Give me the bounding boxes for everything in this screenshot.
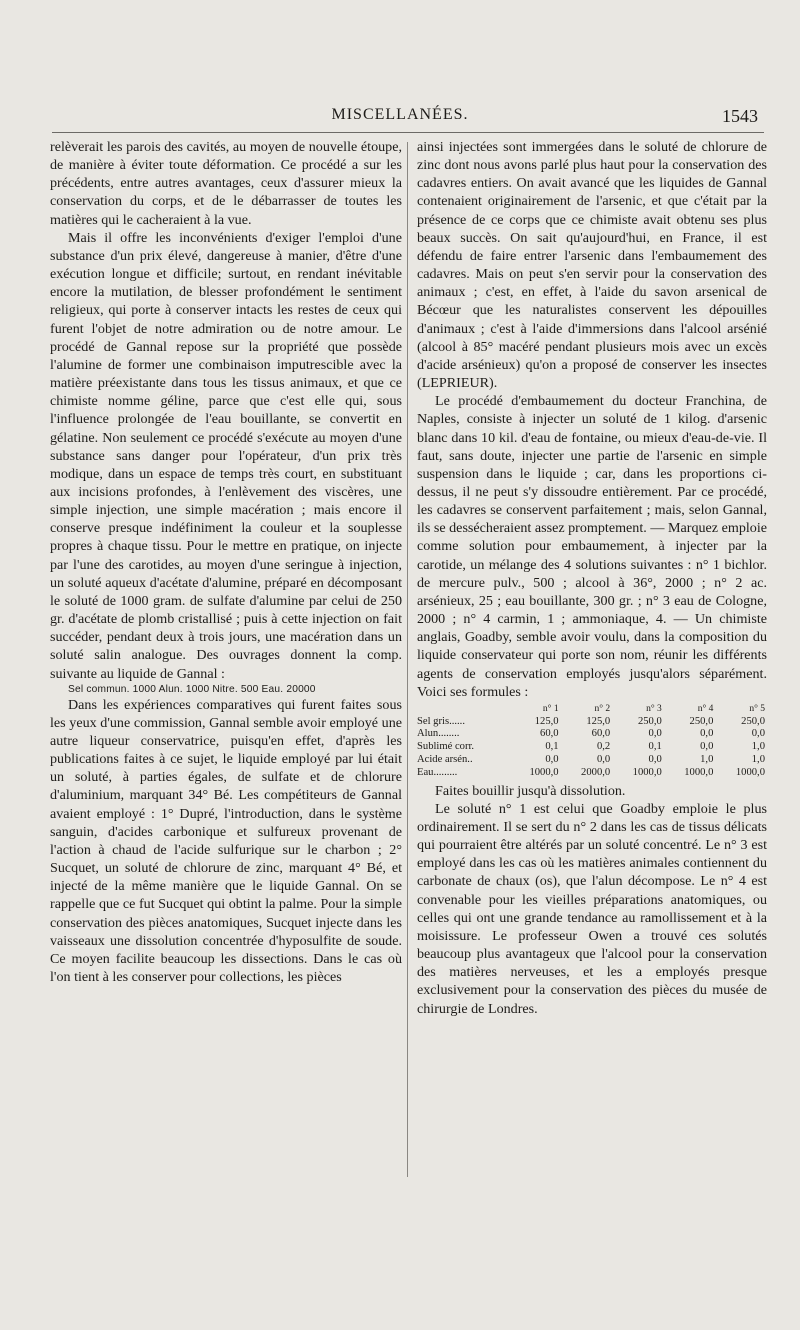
table-cell: 2000,0 — [581, 766, 611, 778]
table-cell: 0,0 — [596, 754, 611, 766]
table-cell: 250,0 — [689, 715, 714, 727]
table-cell: 1000,0 — [632, 766, 662, 778]
column-divider — [407, 142, 408, 1177]
section-title: MISCELLANÉES. — [331, 106, 469, 123]
paragraph: Mais il offre les inconvénients d'exiger l'emploi d'une substance d'un prix élevé, dangereuse à manier, d'être d'une exécution longue et difficile; surtout, en rendant inévitable encore la mutilation, de blesser profondément le sentiment religieux, qui porte à conserver intacts les restes de ceux qui furent l'objet de notre admiration ou de notre amour. Le procédé de Gannal repose sur la propriété que possède l'alumine de former une combinaison imputrescible avec la matière préexistante dans tous les tissus animaux, et que ce chimiste nomme géline, parce que c'est elle qui, sous l'influence prolongée de l'eau bouillante, se convertit en gélatine. Non seulement ce procédé s'exécute au moyen d'une substance sans danger pour l'opérateur, d'un prix très modique, dans un espace de temps très court, en substituant aux incisions profondes, à l'enlèvement des viscères, une simple injection, une simple macération ; mais encore il conserve presque indéfiniment la couleur et la souplesse propres à chaque tissu. Pour le mettre en pratique, on injecte par l'une des carotides, au moyen d'une seringue à injection, un soluté aqueux d'acétate d'alumine, préparé en décomposant le soluté de 1000 gram. de sulfate d'alumine par celui de 250 gr. d'acétate de plomb cristallisé ; puis à cette injection on fait succéder, pendant deux à trois jours, une macération dans un soluté salin analogue. Des ouvrages donnent la comp. suivante au liquide de Gannal : — [50, 229, 402, 682]
table-row — [417, 767, 767, 780]
paragraph: Le soluté n° 1 est celui que Goadby emploie le plus ordinairement. Il se sert du n° 2 dans les cas de tissus délicats qui pourraient être altérés par un soluté concentré. Le n° 3 est employé dans les cas où les matières animales contiennent du carbonate de chaux (os), que l'alun décompose. Le n° 4 est convenable pour les vieilles préparations anatomiques, ou celles qui ont une grande tendance au ramollissement et à la moisissure. Le professeur Owen a trouvé ces solutés beaucoup plus avantageux que l'alcool pour la conservation des matières nerveuses, et les a employés presque exclusivement pour la conservation des pièces du musée de chirurgie de Londres. — [417, 800, 767, 1017]
table-cell: 1,0 — [700, 754, 714, 766]
table-cell: 0,0 — [648, 754, 662, 766]
row-label: Acide arsén.. — [417, 754, 473, 766]
column-header: n° 2 — [594, 703, 611, 714]
table-cell: 0,1 — [648, 741, 662, 753]
table-cell: 0,0 — [545, 754, 559, 766]
table-cell: 0,1 — [545, 741, 559, 753]
table-cell: 1000,0 — [529, 766, 559, 778]
table-cell: 1000,0 — [684, 766, 714, 778]
row-label: Alun........ — [417, 728, 460, 740]
paragraph: Le procédé d'embaumement du docteur Franchina, de Naples, consiste à injecter un soluté de 1 kilog. d'arsenic blanc dans 10 kil. d'eau de fontaine, ou mieux d'eau-de-vie. Il faut, sans doute, injecter une partie de l'arsenic en simple suspension dans le liquide ; car, dans les proportions ci-dessus, il ne peut s'y dissoudre entièrement. Par ce procédé, les cadavres se conservent parfaitement ; mais, selon Gannal, ils se dessécheraient assez promptement. — Marquez emploie comme solution pour embaumement, à injecter par la carotide, un mélange des 4 solutions suivantes : n° 1 bichlor. de mercure pulv., 500 ; alcool à 36°, 2000 ; n° 2 ac. arsénieux, 25 ; eau bouillante, 300 gr. ; n° 3 eau de Cologne, 2000 ; n° 4 carmin, 1 ; ammoniaque, 4. — Un chimiste anglais, Goadby, semble avoir voulu, dans la composition du liquide conservateur qui porte son nom, réunir les différents agents de conservation employés jusqu'alors séparément. Voici ses formules : — [417, 393, 767, 700]
row-label: Sel gris...... — [417, 715, 465, 727]
goadby-formula-table — [417, 703, 767, 780]
running-head — [0, 102, 800, 128]
table-cell: 60,0 — [591, 728, 611, 740]
row-label: Eau......... — [417, 766, 458, 778]
page-number: 1543 — [722, 106, 758, 126]
table-cell: 0,2 — [596, 741, 611, 753]
table-cell: 0,0 — [700, 741, 714, 753]
left-column — [50, 138, 402, 986]
table-row — [417, 754, 767, 767]
table-corner — [417, 703, 509, 716]
table-cell: 125,0 — [586, 715, 611, 727]
right-column — [417, 138, 767, 1018]
table-cell: 125,0 — [534, 715, 559, 727]
table-cell: 0,0 — [700, 728, 714, 740]
table-cell: 1,0 — [751, 754, 765, 766]
paragraph: Dans les expériences comparatives qui furent faites sous les yeux d'une commission, Gannal semble avoir employé une autre liqueur conservatrice, puisqu'en effet, d'après les publications faites à ce sujet, le liquide employé par lui était un soluté, à parties égales, de sulfate et de chlorure d'aluminium, marquant 34° Bé. Les compétiteurs de Gannal avaient employé : 1° Dupré, l'introduction, dans le système sanguin, d'acides carbonique et sulfureux provenant de l'action à chaud de l'acide sulfurique sur le charbon ; 2° Sucquet, un soluté de chlorure de zinc, marquant 4° Bé, et injecté de la même manière que le liquide Gannal. On se rappelle que ce fut Sucquet qui obtint la palme. Pour la simple conservation des pièces anatomiques, Sucquet injecte dans les vaisseaux une dissolution concentrée d'hyposulfite de soude. Ce moyen facilite beaucoup les dissections. Dans le cas où l'on tient à les conserver pour collections, les pièces — [50, 696, 402, 986]
table-row — [417, 728, 767, 741]
header-rule — [52, 132, 764, 133]
table-row — [417, 741, 767, 754]
gannal-composition: Sel commun. 1000 Alun. 1000 Nitre. 500 Eau. 20000 — [68, 683, 316, 695]
paragraph: Faites bouillir jusqu'à dissolution. — [435, 782, 626, 799]
table-cell: 60,0 — [540, 728, 559, 740]
table-cell: 0,0 — [648, 728, 662, 740]
table-cell: 1,0 — [751, 741, 765, 753]
table-header-row — [417, 703, 767, 716]
column-header: n° 1 — [542, 703, 559, 714]
table-cell: 1000,0 — [735, 766, 765, 778]
table-cell: 250,0 — [637, 715, 662, 727]
row-label: Sublimé corr. — [417, 741, 475, 753]
table-cell: 250,0 — [741, 715, 765, 727]
table-row — [417, 716, 767, 729]
paragraph: relèverait les parois des cavités, au moyen de nouvelle étoupe, de manière à éviter toute déformation. Ce procédé a sur les précédents, entre autres avantages, ceux d'assurer mieux la conservation du corps, et de le débarrasser de toutes les matières qui le cacheraient à la vue. — [50, 139, 402, 228]
table-cell: 0,0 — [751, 728, 765, 740]
paragraph: ainsi injectées sont immergées dans le soluté de chlorure de zinc dont nous avons parlé plus haut pour la conservation des cadavres entiers. On avait avancé que les liquides de Gannal contenaient originairement de l'arsenic, et que c'était par la présence de ce corps que ce chimiste avait obtenu ses plus beaux succès. On sait qu'aujourd'hui, en France, il est défendu de faire entrer l'arsenic dans l'embaumement des cadavres. Mais on peut s'en servir pour la conservation des animaux ; c'est, en effet, à l'aide du savon arsenical de Bécœur que les naturalistes conservent les dépouilles d'animaux ; c'est à l'aide d'immersions dans l'alcool arsénié (alcool à 85° macéré pendant plusieurs mois avec un excès d'acide arsénieux) qu'on a proposé de conserver les insectes (LEPRIEUR). — [417, 139, 767, 392]
column-header: n° 5 — [749, 703, 765, 714]
column-header: n° 4 — [697, 703, 714, 714]
column-header: n° 3 — [646, 703, 662, 714]
